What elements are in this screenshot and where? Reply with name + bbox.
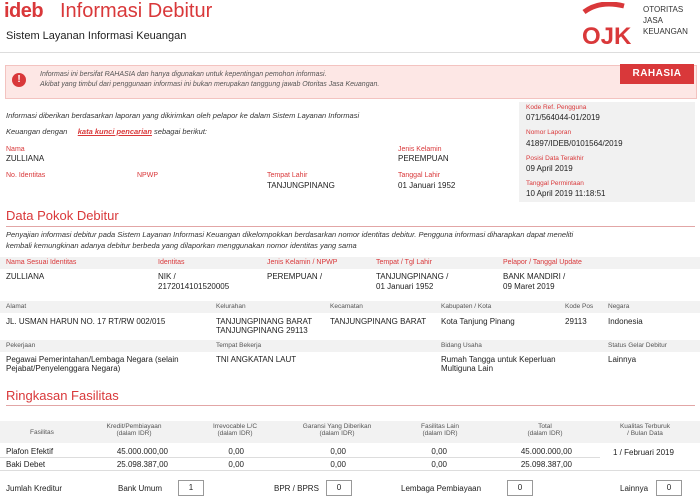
negara-header: Negara	[608, 303, 630, 310]
ojk-line-2: JASA	[643, 16, 664, 25]
lembaga-label: Lembaga Pembiayaan	[401, 484, 482, 493]
exclamation-icon: !	[12, 73, 26, 87]
ringkasan-divider	[6, 405, 695, 406]
row-plafon-lain: 0,00	[431, 447, 447, 456]
jk-value: PEREMPUAN	[398, 154, 449, 163]
row-plafon-total: 45.000.000,00	[520, 447, 572, 456]
irrevocable-header-line-2: (dalam IDR)	[217, 430, 253, 437]
row-divider-bottom	[0, 470, 700, 471]
row-plafon-kualitas: 1 / Februari 2019	[613, 448, 674, 457]
kode-ref-label: Kode Ref. Pengguna	[526, 104, 587, 111]
kode-ref-value: 071/564044-01/2019	[526, 113, 600, 122]
ojk-line-3: KEUANGAN	[643, 27, 688, 36]
data-pokok-divider	[6, 226, 695, 227]
bidang-usaha-value-2: Multiguna Lain	[441, 364, 494, 373]
ttl-value-1: TANJUNGPINANG /	[376, 272, 449, 281]
npwp-label: NPWP	[137, 172, 158, 179]
pekerjaan-header: Pekerjaan	[6, 342, 36, 349]
ringkasan-title: Ringkasan Fasilitas	[6, 388, 119, 403]
row-plafon-irrevocable: 0,00	[228, 447, 244, 456]
data-pokok-description	[6, 229, 696, 251]
lainnya-count: 0	[656, 480, 682, 496]
pelapor-header: Pelapor / Tanggal Update	[503, 259, 582, 266]
ideb-logo: ideb	[4, 0, 44, 22]
identity-header-band	[0, 257, 700, 269]
tempat-label: Tempat Lahir	[267, 172, 308, 179]
ttl-value-2: 01 Januari 1952	[376, 282, 434, 291]
fasilitas-lain-header	[405, 423, 475, 437]
jk-label: Jenis Kelamin	[398, 146, 442, 153]
alamat-header: Alamat	[6, 303, 27, 310]
header-divider	[0, 52, 700, 53]
nama-identitas-header: Nama Sesuai Identitas	[6, 259, 77, 266]
intro-line-2	[6, 124, 506, 140]
alert-line-2: Akibat yang timbul dari penggunaan informasi ini bukan merupakan tanggung jawab Otoritas Jasa Keuangan.	[40, 81, 380, 88]
status-gelar-header: Status Gelar Debitur	[608, 342, 667, 349]
total-header-line-2: (dalam IDR)	[527, 430, 563, 437]
kualitas-header-line-1: Kualitas Terburuk	[619, 423, 671, 430]
row-plafon-name: Plafon Efektif	[6, 447, 54, 456]
fasilitas-lain-header-line-1: Fasilitas Lain	[421, 423, 459, 430]
ojk-line-1: OTORITAS	[643, 5, 684, 14]
row-baki-kredit: 25.098.387,00	[116, 460, 168, 469]
tanggal-permintaan-value: 10 April 2019 11:18:51	[526, 189, 606, 198]
identitas-value-1: NIK /	[158, 272, 176, 281]
kredit-header-line-2: (dalam IDR)	[116, 430, 152, 437]
kodepos-value: 29113	[565, 317, 587, 326]
bank-umum-count: 1	[178, 480, 204, 496]
identitas-header: Identitas	[158, 259, 185, 266]
irrevocable-header	[200, 423, 270, 437]
jk-npwp-value: PEREMPUAN /	[267, 272, 323, 281]
nomor-laporan-value: 41897/IDEB/0101564/2019	[526, 139, 623, 148]
data-pokok-title: Data Pokok Debitur	[6, 208, 119, 223]
rahasia-badge: RAHASIA	[620, 64, 694, 84]
row-baki-garansi: 0,00	[330, 460, 346, 469]
kota-value: Kota Tanjung Pinang	[441, 317, 515, 326]
desc-line-1: Penyajian informasi debitur pada Sistem Layanan Informasi Keuangan dikelompokkan berdasarkan nomor identitas debitur. Pengguna informasi diharapkan dapat meneliti	[6, 230, 574, 239]
bank-umum-label: Bank Umum	[118, 484, 163, 493]
bidang-usaha-header: Bidang Usaha	[441, 342, 482, 349]
status-gelar-value: Lainnya	[608, 355, 637, 364]
kredit-header-line-1: Kredit/Pembiayaan	[106, 423, 162, 430]
page-title: Informasi Debitur	[60, 0, 213, 22]
row-baki-total: 25.098.387,00	[520, 460, 572, 469]
kecamatan-header: Kecamatan	[330, 303, 363, 310]
bidang-usaha-value-1: Rumah Tangga untuk Keperluan	[441, 355, 556, 364]
ojk-logo-text	[643, 4, 688, 37]
row-baki-irrevocable: 0,00	[228, 460, 244, 469]
kodepos-header: Kode Pos	[565, 303, 594, 310]
total-header	[515, 423, 575, 437]
jk-npwp-header: Jenis Kelamin / NPWP	[267, 259, 338, 266]
garansi-header-line-2: (dalam IDR)	[319, 430, 355, 437]
kelurahan-value-1: TANJUNGPINANG BARAT	[216, 317, 313, 326]
kualitas-header	[610, 423, 680, 437]
kredit-header	[100, 423, 168, 437]
id-label: No. Identitas	[6, 172, 46, 179]
desc-line-2: kembali kemungkinan adanya debitur berbeda yang dilaporkan menggunakan nomor identitas yang sama	[6, 241, 357, 250]
lembaga-count: 0	[507, 480, 533, 496]
row-baki-lain: 0,00	[431, 460, 447, 469]
fasilitas-header: Fasilitas	[30, 429, 54, 436]
negara-value: Indonesia	[608, 317, 643, 326]
job-header-band	[0, 340, 700, 352]
kualitas-header-line-2: / Bulan Data	[627, 430, 663, 437]
tempat-kerja-header: Tempat Bekerja	[216, 342, 262, 349]
intro-text-end: sebagai berikut:	[154, 127, 207, 136]
row-plafon-kredit: 45.000.000,00	[116, 447, 168, 456]
search-keyword-link[interactable]: kata kunci pencarian	[77, 127, 152, 136]
pelapor-value-1: BANK MANDIRI /	[503, 272, 566, 281]
bpr-label: BPR / BPRS	[274, 484, 319, 493]
bpr-count: 0	[326, 480, 352, 496]
row-divider	[0, 457, 600, 458]
tempat-kerja-value: TNI ANGKATAN LAUT	[216, 355, 297, 364]
row-plafon-garansi: 0,00	[330, 447, 346, 456]
garansi-header-line-1: Garansi Yang Diberikan	[302, 423, 372, 430]
posisi-data-value: 09 April 2019	[526, 164, 573, 173]
fasilitas-lain-header-line-2: (dalam IDR)	[422, 430, 458, 437]
alert-text	[40, 70, 379, 90]
kelurahan-header: Kelurahan	[216, 303, 246, 310]
kelurahan-value-2: TANJUNGPINANG 29113	[216, 326, 308, 335]
pekerjaan-value-1: Pegawai Pemerintahan/Lembaga Negara (selain	[6, 355, 179, 364]
search-intro	[6, 108, 506, 140]
nama-identitas-value: ZULLIANA	[6, 272, 45, 281]
ttl-header: Tempat / Tgl Lahir	[376, 259, 432, 266]
tgl-label: Tanggal Lahir	[398, 172, 441, 179]
tgl-value: 01 Januari 1952	[398, 181, 456, 190]
nomor-laporan-label: Nomor Laporan	[526, 129, 572, 136]
intro-line-1: Informasi diberikan berdasarkan laporan yang dikirimkan oleh pelapor ke dalam Sistem Layanan Informasi	[6, 111, 360, 120]
alamat-value: JL. USMAN HARUN NO. 17 RT/RW 002/015	[6, 317, 166, 326]
svg-text:OJK: OJK	[582, 23, 632, 48]
jumlah-kreditur-label: Jumlah Kreditur	[6, 484, 63, 493]
pelapor-value-2: 09 Maret 2019	[503, 282, 555, 291]
irrevocable-header-line-1: Irrevocable L/C	[212, 423, 258, 430]
alert-line-1: Informasi ini bersifat RAHASIA dan hanya digunakan untuk kepentingan pemohon informasi.	[40, 71, 327, 78]
tanggal-permintaan-label: Tanggal Permintaan	[526, 180, 584, 187]
identitas-value-2: 2172014101520005	[158, 282, 230, 291]
row-baki-name: Baki Debet	[6, 460, 46, 469]
garansi-header	[292, 423, 382, 437]
kecamatan-value: TANJUNGPINANG BARAT	[330, 317, 427, 326]
lainnya-label: Lainnya	[620, 484, 649, 493]
intro-text: Keuangan dengan	[6, 127, 68, 136]
tempat-value: TANJUNGPINANG	[267, 181, 335, 190]
nama-value: ZULLIANA	[6, 154, 45, 163]
posisi-data-label: Posisi Data Terakhir	[526, 155, 584, 162]
pekerjaan-value-2: Pejabat/Penyelenggara Negara)	[6, 364, 121, 373]
total-header-line-1: Total	[538, 423, 552, 430]
kota-header: Kabupaten / Kota	[441, 303, 492, 310]
nama-label: Nama	[6, 146, 25, 153]
page-subtitle: Sistem Layanan Informasi Keuangan	[6, 30, 187, 42]
ojk-logo-mark-icon	[580, 2, 642, 48]
